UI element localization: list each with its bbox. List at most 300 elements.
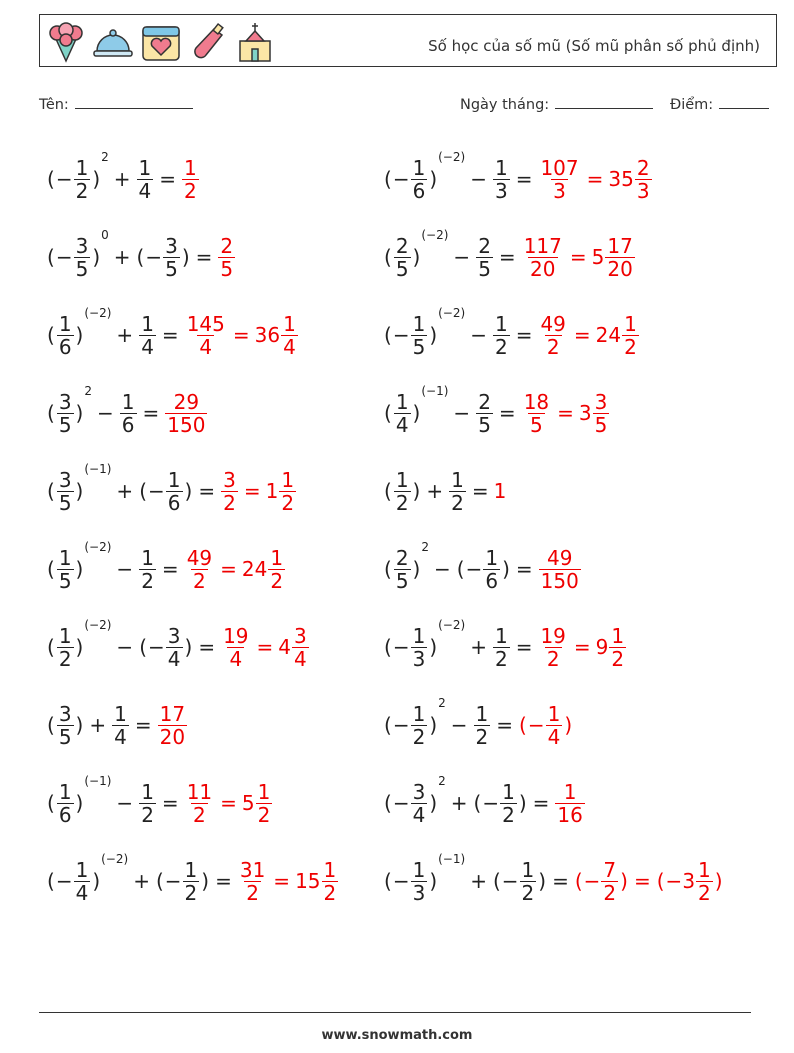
denominator: 2 bbox=[75, 178, 89, 203]
parenthesis: ( bbox=[47, 635, 55, 659]
problem-item bbox=[383, 686, 573, 764]
exponent: 2 bbox=[421, 540, 429, 554]
exponent: (−2) bbox=[438, 306, 466, 320]
header-box bbox=[39, 14, 777, 67]
fraction bbox=[449, 469, 466, 514]
numerator: 2 bbox=[395, 233, 409, 258]
parenthesis: ( bbox=[473, 791, 482, 815]
parenthesis: ( bbox=[384, 635, 392, 659]
operator: = bbox=[198, 635, 216, 659]
operator: = bbox=[515, 323, 533, 347]
parenthesis: ) bbox=[429, 635, 438, 659]
denominator: 5 bbox=[58, 724, 72, 749]
parenthesis: ( bbox=[47, 245, 55, 269]
parenthesis: ( bbox=[384, 323, 392, 347]
number: 35 bbox=[608, 167, 634, 191]
operator: − bbox=[450, 713, 468, 737]
operator: + bbox=[470, 635, 487, 659]
parenthesis: ( bbox=[47, 869, 55, 893]
numerator: 1 bbox=[412, 311, 426, 336]
denominator: 150 bbox=[540, 568, 579, 593]
denominator: 2 bbox=[698, 880, 711, 905]
minus-sign: − bbox=[392, 791, 410, 815]
parenthesis: ( bbox=[384, 167, 392, 191]
parenthesis: ( bbox=[384, 401, 392, 425]
fraction bbox=[522, 391, 551, 436]
denominator: 2 bbox=[475, 724, 489, 749]
minus-sign: − bbox=[665, 869, 683, 893]
parenthesis: ) bbox=[75, 479, 84, 503]
numerator: 1 bbox=[412, 155, 426, 180]
denominator: 5 bbox=[530, 412, 543, 437]
numerator: 3 bbox=[594, 389, 608, 414]
operator: = bbox=[256, 635, 274, 659]
numerator: 1 bbox=[138, 155, 152, 180]
problem-item bbox=[383, 374, 610, 452]
fraction bbox=[609, 625, 626, 670]
denominator: 2 bbox=[521, 880, 535, 905]
numerator: 1 bbox=[412, 857, 426, 882]
church-icon bbox=[234, 21, 276, 63]
fraction bbox=[411, 313, 428, 358]
numerator: 117 bbox=[523, 233, 562, 258]
parenthesis: ( bbox=[47, 557, 55, 581]
fraction bbox=[185, 313, 227, 358]
fraction bbox=[538, 625, 567, 670]
parenthesis: ) bbox=[714, 869, 723, 893]
numerator: 2 bbox=[636, 155, 650, 180]
parenthesis: ) bbox=[92, 869, 101, 893]
fraction bbox=[411, 703, 428, 748]
parenthesis: ) bbox=[518, 791, 527, 815]
minus-sign: − bbox=[55, 869, 73, 893]
fraction bbox=[182, 157, 199, 202]
denominator: 6 bbox=[412, 178, 426, 203]
parenthesis: ) bbox=[538, 869, 547, 893]
fraction bbox=[57, 469, 74, 514]
worksheet-title: Số học của số mũ (Số mũ phân số phủ định) bbox=[428, 37, 760, 55]
operator: + bbox=[470, 869, 487, 893]
denominator: 3 bbox=[412, 880, 426, 905]
numerator: 3 bbox=[58, 389, 72, 414]
numerator: 3 bbox=[167, 623, 181, 648]
fraction bbox=[281, 313, 298, 358]
numerator: 145 bbox=[186, 311, 225, 336]
operator: + bbox=[116, 479, 134, 503]
denominator: 3 bbox=[494, 178, 508, 203]
problem-item bbox=[46, 140, 200, 218]
parenthesis: ) bbox=[620, 869, 628, 893]
numerator: 1 bbox=[395, 389, 409, 414]
parenthesis: ( bbox=[384, 713, 392, 737]
flower-bouquet-icon bbox=[46, 21, 86, 63]
minus-sign: − bbox=[392, 869, 410, 893]
name-blank[interactable] bbox=[75, 94, 193, 109]
fraction bbox=[185, 547, 214, 592]
denominator: 20 bbox=[159, 724, 186, 749]
denominator: 4 bbox=[283, 334, 296, 359]
parenthesis: ) bbox=[564, 713, 573, 737]
parenthesis: ) bbox=[429, 167, 438, 191]
minus-sign: − bbox=[501, 869, 519, 893]
operator: − bbox=[116, 791, 134, 815]
numerator: 1 bbox=[283, 311, 296, 336]
numerator: 1 bbox=[395, 467, 409, 492]
numerator: 3 bbox=[294, 623, 307, 648]
numerator: 29 bbox=[173, 389, 200, 414]
parenthesis: ( bbox=[456, 557, 465, 581]
fraction bbox=[538, 313, 567, 358]
operator: − bbox=[470, 323, 487, 347]
denominator: 4 bbox=[75, 880, 89, 905]
numerator: 1 bbox=[475, 701, 489, 726]
minus-sign: − bbox=[55, 245, 73, 269]
fraction bbox=[57, 703, 74, 748]
parenthesis: ) bbox=[75, 713, 84, 737]
name-field bbox=[39, 94, 193, 113]
minus-sign: − bbox=[164, 869, 182, 893]
calendar-heart-icon bbox=[140, 21, 182, 63]
operator: = bbox=[215, 869, 232, 893]
problem-item bbox=[46, 608, 310, 686]
problem-item bbox=[46, 842, 339, 920]
minus-sign: − bbox=[148, 635, 165, 659]
denominator: 2 bbox=[603, 880, 617, 905]
parenthesis: ( bbox=[384, 479, 392, 503]
numerator: 1 bbox=[412, 623, 426, 648]
problem-item bbox=[46, 296, 299, 374]
denominator: 4 bbox=[167, 646, 181, 671]
fraction bbox=[394, 235, 411, 280]
parenthesis: ( bbox=[139, 635, 147, 659]
fraction bbox=[183, 859, 200, 904]
parenthesis: ( bbox=[384, 791, 392, 815]
operator: = bbox=[134, 713, 152, 737]
denominator: 2 bbox=[494, 334, 508, 359]
denominator: 4 bbox=[395, 412, 409, 437]
fraction bbox=[57, 781, 74, 826]
operator: = bbox=[161, 791, 179, 815]
operator: + bbox=[89, 713, 107, 737]
fraction bbox=[74, 157, 91, 202]
numerator: 1 bbox=[502, 779, 515, 804]
problem-item bbox=[383, 140, 653, 218]
fraction bbox=[500, 781, 517, 826]
fraction bbox=[555, 781, 584, 826]
numerator: 1 bbox=[485, 545, 499, 570]
minus-sign: − bbox=[392, 713, 410, 737]
fraction bbox=[411, 157, 428, 202]
numerator: 1 bbox=[281, 467, 295, 492]
number: 5 bbox=[591, 245, 605, 269]
exponent: 2 bbox=[438, 696, 446, 710]
operator: = bbox=[220, 557, 237, 581]
minus-sign: − bbox=[392, 167, 410, 191]
numerator: 1 bbox=[494, 311, 508, 336]
fraction bbox=[493, 625, 510, 670]
parenthesis: ( bbox=[47, 791, 55, 815]
denominator: 3 bbox=[636, 178, 650, 203]
fraction bbox=[165, 391, 207, 436]
fraction bbox=[256, 781, 273, 826]
parenthesis: ( bbox=[47, 167, 55, 191]
numerator: 1 bbox=[270, 545, 284, 570]
denominator: 5 bbox=[75, 256, 89, 281]
denominator: 2 bbox=[184, 880, 198, 905]
denominator: 2 bbox=[246, 880, 259, 905]
footer-divider bbox=[39, 1012, 751, 1013]
parenthesis: ( bbox=[136, 245, 145, 269]
denominator: 2 bbox=[412, 724, 426, 749]
operator: = bbox=[569, 245, 587, 269]
denominator: 20 bbox=[607, 256, 633, 281]
fraction bbox=[394, 391, 411, 436]
operator: = bbox=[161, 323, 179, 347]
numerator: 1 bbox=[75, 155, 89, 180]
numerator: 107 bbox=[540, 155, 579, 180]
score-label: Điểm: bbox=[670, 97, 714, 113]
operator: = bbox=[586, 167, 604, 191]
minus-sign: − bbox=[392, 635, 410, 659]
numerator: 3 bbox=[75, 233, 89, 258]
problem-item bbox=[383, 452, 506, 530]
numerator: 1 bbox=[412, 701, 426, 726]
operator: − bbox=[434, 557, 451, 581]
problem-item bbox=[383, 842, 724, 920]
fraction bbox=[268, 547, 285, 592]
number: 9 bbox=[595, 635, 609, 659]
fraction bbox=[635, 157, 652, 202]
parenthesis: ) bbox=[201, 869, 210, 893]
problem-item bbox=[383, 764, 586, 842]
numerator: 1 bbox=[141, 311, 154, 336]
numerator: 18 bbox=[523, 389, 550, 414]
operator: = bbox=[557, 401, 574, 425]
denominator: 2 bbox=[546, 646, 560, 671]
numerator: 1 bbox=[494, 623, 508, 648]
problem-item bbox=[383, 530, 582, 608]
fraction bbox=[139, 313, 156, 358]
fraction bbox=[139, 781, 156, 826]
parenthesis: ( bbox=[384, 869, 392, 893]
numerator: 1 bbox=[184, 857, 198, 882]
denominator: 6 bbox=[485, 568, 499, 593]
numerator: 1 bbox=[323, 857, 337, 882]
denominator: 4 bbox=[114, 724, 127, 749]
numerator: 1 bbox=[563, 779, 577, 804]
minus-sign: − bbox=[583, 869, 601, 893]
number: 15 bbox=[295, 869, 321, 893]
fraction bbox=[137, 157, 154, 202]
fraction bbox=[57, 547, 74, 592]
fraction bbox=[57, 625, 74, 670]
fraction bbox=[139, 547, 156, 592]
fraction bbox=[622, 313, 639, 358]
fraction bbox=[218, 235, 235, 280]
fraction bbox=[74, 235, 91, 280]
header-icons bbox=[46, 19, 276, 65]
exponent: (−2) bbox=[84, 540, 112, 554]
numerator: 7 bbox=[603, 857, 617, 882]
denominator: 5 bbox=[412, 334, 426, 359]
parenthesis: ) bbox=[184, 635, 193, 659]
parenthesis: ( bbox=[47, 323, 55, 347]
fraction bbox=[696, 859, 713, 904]
exponent: (−1) bbox=[84, 774, 112, 788]
fraction bbox=[394, 547, 411, 592]
numerator: 3 bbox=[412, 779, 426, 804]
operator: + bbox=[116, 323, 134, 347]
exponent: (−1) bbox=[421, 384, 449, 398]
numerator: 1 bbox=[75, 857, 89, 882]
denominator: 5 bbox=[478, 412, 491, 437]
denominator: 2 bbox=[257, 802, 271, 827]
numerator: 1 bbox=[547, 701, 561, 726]
numerator: 1 bbox=[451, 467, 464, 492]
fraction bbox=[120, 391, 137, 436]
operator: = bbox=[515, 167, 533, 191]
denominator: 4 bbox=[294, 646, 307, 671]
numerator: 1 bbox=[58, 311, 72, 336]
parenthesis: ( bbox=[47, 401, 55, 425]
operator: = bbox=[498, 401, 516, 425]
serving-cloche-icon bbox=[92, 21, 134, 63]
denominator: 6 bbox=[58, 802, 72, 827]
denominator: 5 bbox=[165, 256, 178, 281]
minus-sign: − bbox=[392, 323, 410, 347]
parenthesis: ( bbox=[139, 479, 147, 503]
minus-sign: − bbox=[55, 167, 73, 191]
denominator: 5 bbox=[220, 256, 234, 281]
parenthesis: ) bbox=[429, 323, 438, 347]
parenthesis: ) bbox=[412, 245, 421, 269]
fraction bbox=[163, 235, 180, 280]
number: 1 bbox=[493, 479, 507, 503]
exponent: 0 bbox=[101, 228, 109, 242]
fraction bbox=[411, 859, 428, 904]
operator: = bbox=[515, 557, 533, 581]
numerator: 1 bbox=[58, 545, 72, 570]
operator: − bbox=[453, 401, 471, 425]
exponent: (−1) bbox=[84, 462, 112, 476]
numerator: 3 bbox=[58, 467, 72, 492]
fraction bbox=[493, 157, 510, 202]
fraction bbox=[185, 781, 214, 826]
minus-sign: − bbox=[148, 479, 165, 503]
fraction bbox=[474, 703, 491, 748]
exponent: (−2) bbox=[438, 618, 466, 632]
problem-item bbox=[383, 296, 640, 374]
fraction bbox=[476, 391, 493, 436]
operator: − bbox=[453, 245, 471, 269]
fraction bbox=[74, 859, 91, 904]
denominator: 2 bbox=[395, 490, 409, 515]
parenthesis: ) bbox=[412, 401, 421, 425]
fraction bbox=[483, 547, 500, 592]
denominator: 2 bbox=[451, 490, 464, 515]
operator: = bbox=[573, 635, 591, 659]
operator: = bbox=[142, 401, 160, 425]
number: 24 bbox=[595, 323, 622, 347]
numerator: 1 bbox=[521, 857, 535, 882]
problem-item bbox=[383, 608, 627, 686]
denominator: 2 bbox=[193, 568, 206, 593]
denominator: 5 bbox=[478, 256, 491, 281]
denominator: 2 bbox=[193, 802, 206, 827]
operator: = bbox=[161, 557, 179, 581]
denominator: 2 bbox=[223, 490, 236, 515]
numerator: 2 bbox=[478, 389, 491, 414]
operator: = bbox=[159, 167, 177, 191]
denominator: 2 bbox=[141, 802, 154, 827]
numerator: 17 bbox=[159, 701, 186, 726]
denominator: 2 bbox=[502, 802, 515, 827]
operator: = bbox=[552, 869, 569, 893]
denominator: 4 bbox=[229, 646, 243, 671]
exponent: (−1) bbox=[438, 852, 466, 866]
problem-item bbox=[46, 530, 286, 608]
fraction bbox=[292, 625, 309, 670]
champagne-bottle-icon bbox=[188, 21, 228, 63]
operator: = bbox=[498, 245, 516, 269]
parenthesis: ( bbox=[384, 245, 392, 269]
parenthesis: ) bbox=[75, 557, 84, 581]
operator: = bbox=[198, 479, 216, 503]
operator: = bbox=[496, 713, 514, 737]
numerator: 3 bbox=[165, 233, 178, 258]
problem-item bbox=[46, 218, 236, 296]
parenthesis: ) bbox=[184, 479, 193, 503]
problem-item bbox=[383, 218, 636, 296]
parenthesis: ( bbox=[47, 479, 55, 503]
fraction bbox=[593, 391, 610, 436]
numerator: 49 bbox=[540, 311, 566, 336]
parenthesis: ( bbox=[47, 713, 55, 737]
problem-item bbox=[46, 686, 188, 764]
minus-sign: − bbox=[482, 791, 500, 815]
numerator: 1 bbox=[184, 155, 197, 180]
denominator: 4 bbox=[547, 724, 561, 749]
denominator: 2 bbox=[611, 646, 625, 671]
parenthesis: ) bbox=[429, 713, 438, 737]
operator: − bbox=[97, 401, 114, 425]
numerator: 1 bbox=[167, 467, 181, 492]
numerator: 49 bbox=[186, 545, 213, 570]
exponent: 2 bbox=[101, 150, 109, 164]
denominator: 2 bbox=[494, 646, 508, 671]
denominator: 2 bbox=[141, 568, 154, 593]
date-blank[interactable] bbox=[555, 94, 653, 109]
denominator: 5 bbox=[58, 568, 72, 593]
operator: = bbox=[633, 869, 651, 893]
numerator: 19 bbox=[223, 623, 249, 648]
parenthesis: ) bbox=[412, 479, 421, 503]
date-label: Ngày tháng: bbox=[460, 97, 550, 113]
numerator: 19 bbox=[540, 623, 566, 648]
numerator: 1 bbox=[58, 623, 72, 648]
numerator: 1 bbox=[141, 779, 154, 804]
operator: + bbox=[450, 791, 468, 815]
exponent: 2 bbox=[84, 384, 92, 398]
parenthesis: ) bbox=[502, 557, 510, 581]
fraction bbox=[166, 625, 183, 670]
denominator: 16 bbox=[557, 802, 583, 827]
exponent: (−2) bbox=[84, 306, 112, 320]
score-blank[interactable] bbox=[719, 94, 769, 109]
numerator: 3 bbox=[58, 701, 72, 726]
denominator: 2 bbox=[624, 334, 637, 359]
number: 1 bbox=[265, 479, 279, 503]
